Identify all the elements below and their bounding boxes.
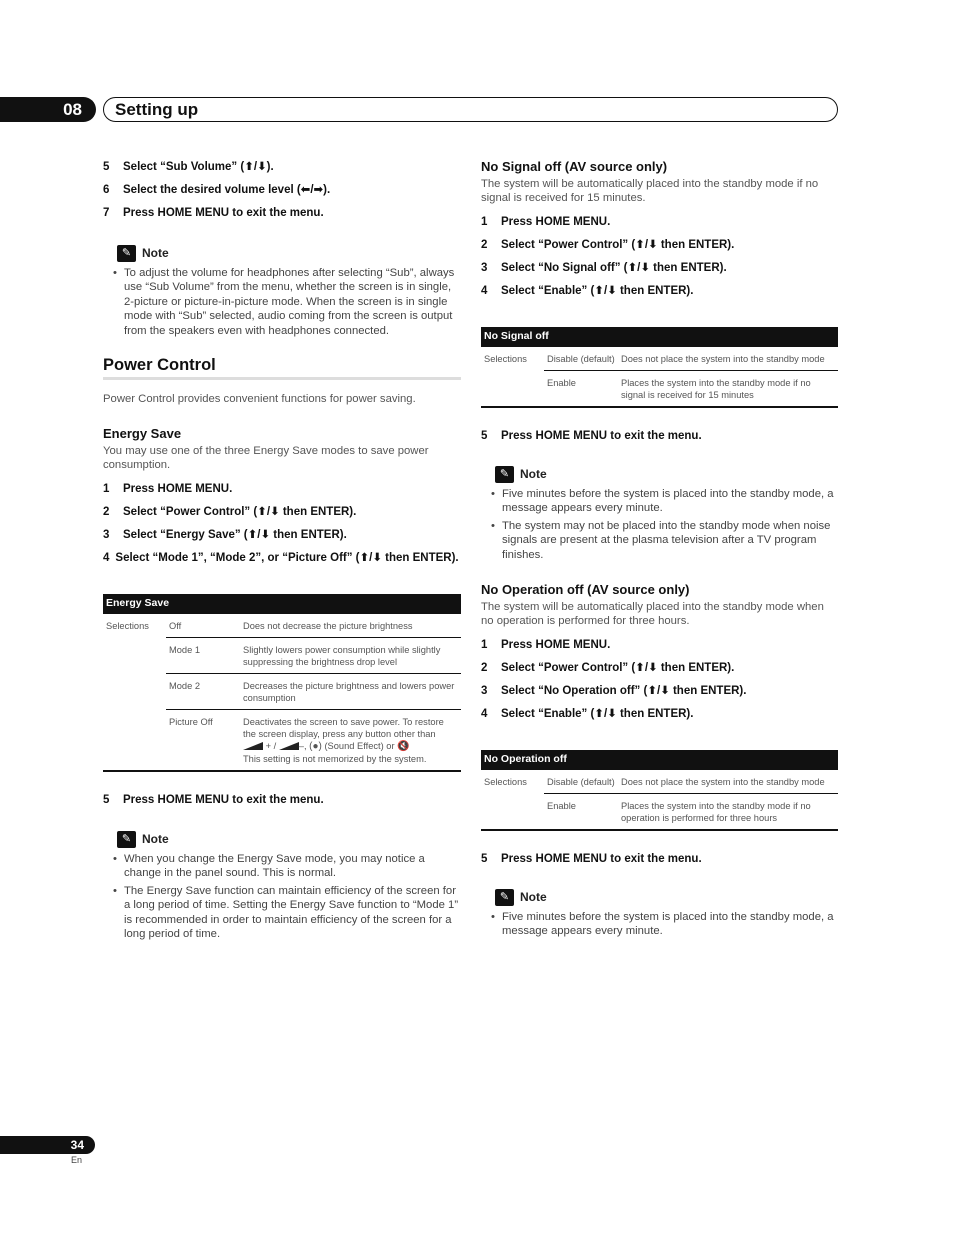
chapter-number-tab: [0, 97, 96, 122]
subsection-intro: You may use one of the three Energy Save modes to save power consumption.: [103, 444, 429, 471]
step: 5 Press HOME MENU to exit the menu.: [481, 430, 702, 442]
volume-icon: [243, 742, 263, 750]
step: 2 Select “Power Control” (⬆/⬇ then ENTER).: [481, 238, 735, 251]
note-pencil-icon: ✎: [117, 245, 136, 262]
step: 5 Select “Sub Volume” (⬆/⬇).: [103, 161, 274, 173]
table-row: Picture Off Deactivates the screen to save power. To restore the screen display, press any button other than + / –, (●) (Sound Effect) or 🔇 This setting is not memorized by the system.: [103, 710, 461, 772]
subsection-intro: The system will be automatically placed into the standby mode when no operation is performed for three hours.: [481, 600, 824, 627]
step: 5 Press HOME MENU to exit the menu.: [103, 794, 324, 806]
section-intro: Power Control provides convenient functions for power saving.: [103, 392, 416, 405]
note-list: [103, 266, 461, 339]
page-language: En: [71, 1155, 83, 1165]
energy-save-table: [103, 594, 461, 772]
note-list: [481, 487, 838, 563]
section-title: Power Control: [103, 358, 461, 380]
note-pencil-icon: ✎: [495, 466, 514, 483]
note-pencil-icon: ✎: [495, 889, 514, 906]
table-header: Energy Save: [103, 594, 461, 614]
note-item: • Five minutes before the system is placed into the standby mode, a message appears every minute.: [502, 487, 838, 516]
step: 3 Select “No Signal off” (⬆/⬇ then ENTER).: [481, 261, 727, 274]
table-row: Enable Places the system into the standby mode if no signal is received for 15 minutes: [481, 371, 838, 408]
no-signal-table: [481, 327, 838, 408]
step: 5 Press HOME MENU to exit the menu.: [481, 853, 702, 865]
note-item: • Five minutes before the system is placed into the standby mode, a message appears every minute.: [502, 910, 838, 939]
note-pencil-icon: ✎: [117, 831, 136, 848]
note-heading: ✎ Note: [117, 245, 461, 262]
table-row: Selections Disable (default) Does not place the system into the standby mode: [484, 354, 825, 364]
note-item: • When you change the Energy Save mode, you may notice a change in the panel sound. This is normal.: [124, 852, 461, 881]
step: 1 Press HOME MENU.: [481, 215, 611, 228]
chapter-number: 08: [63, 100, 82, 119]
subsection-title: No Signal off (AV source only): [481, 159, 668, 174]
left-column: [103, 160, 461, 945]
step: 4 Select “Mode 1”, “Mode 2”, or “Picture Off” (⬆/⬇ then ENTER).: [103, 551, 459, 564]
step: 4 Select “Enable” (⬆/⬇ then ENTER).: [481, 707, 694, 720]
mute-icon: 🔇: [397, 741, 410, 752]
step: 6 Select the desired volume level (⬅/➡).: [103, 184, 331, 196]
step: 1 Press HOME MENU.: [103, 482, 233, 495]
table-row: Selections Off Does not decrease the picture brightness: [106, 621, 413, 631]
note-heading: ✎ Note: [495, 466, 838, 483]
no-operation-table: [481, 750, 838, 831]
page-number: 34: [70, 1138, 84, 1152]
table-row: Enable Places the system into the standby mode if no operation is performed for three hours: [481, 794, 838, 831]
note-heading: ✎ Note: [117, 831, 461, 848]
step: 3 Select “Energy Save” (⬆/⬇ then ENTER).: [103, 528, 347, 541]
subsection-title: No Operation off (AV source only): [481, 582, 690, 597]
step: 7 Press HOME MENU to exit the menu.: [103, 207, 324, 219]
volume-icon: [279, 742, 299, 750]
chapter-title-box: [103, 97, 838, 122]
page-number-tab: [0, 1136, 95, 1154]
step: 4 Select “Enable” (⬆/⬇ then ENTER).: [481, 284, 694, 297]
subsection-intro: The system will be automatically placed into the standby mode if no signal is received for 15 minutes.: [481, 177, 819, 204]
right-column: [481, 160, 838, 942]
chapter-title: Setting up: [115, 100, 199, 119]
note-item: • The Energy Save function can maintain efficiency of the screen for a long period of time. Setting the Energy Save function to “Mode 1” is recommended in order to maintain efficiency of the screen for a long period of time.: [124, 884, 461, 942]
table-row: Mode 1 Slightly lowers power consumption while slightly suppressing the brightness drop level: [103, 638, 461, 674]
note-list: [103, 852, 461, 942]
table-row: Mode 2 Decreases the picture brightness and lowers power consumption: [103, 674, 461, 710]
sound-effect-icon: (●): [309, 741, 322, 752]
table-header: No Operation off: [481, 750, 838, 770]
table-row: Selections Disable (default) Does not place the system into the standby mode: [484, 777, 825, 787]
table-header: No Signal off: [481, 327, 838, 347]
subsection-title: Energy Save: [103, 426, 182, 441]
note-heading: ✎ Note: [495, 889, 838, 906]
step: 1 Press HOME MENU.: [481, 638, 611, 651]
note-item: • The system may not be placed into the standby mode when noise signals are present at the plasma television after a TV program finishes.: [502, 519, 838, 563]
step: 2 Select “Power Control” (⬆/⬇ then ENTER).: [103, 505, 357, 518]
note-list: [481, 910, 838, 939]
step: 3 Select “No Operation off” (⬆/⬇ then ENTER).: [481, 684, 747, 697]
step: 2 Select “Power Control” (⬆/⬇ then ENTER).: [481, 661, 735, 674]
note-item: • To adjust the volume for headphones after selecting “Sub”, always use “Sub Volume” from the menu, whether the screen is in single, 2-picture or picture-in-picture mode. When the screen is in single mode with “Sub” selected, audio coming from the screen is output from the speakers even with headphones connected.: [124, 266, 461, 339]
